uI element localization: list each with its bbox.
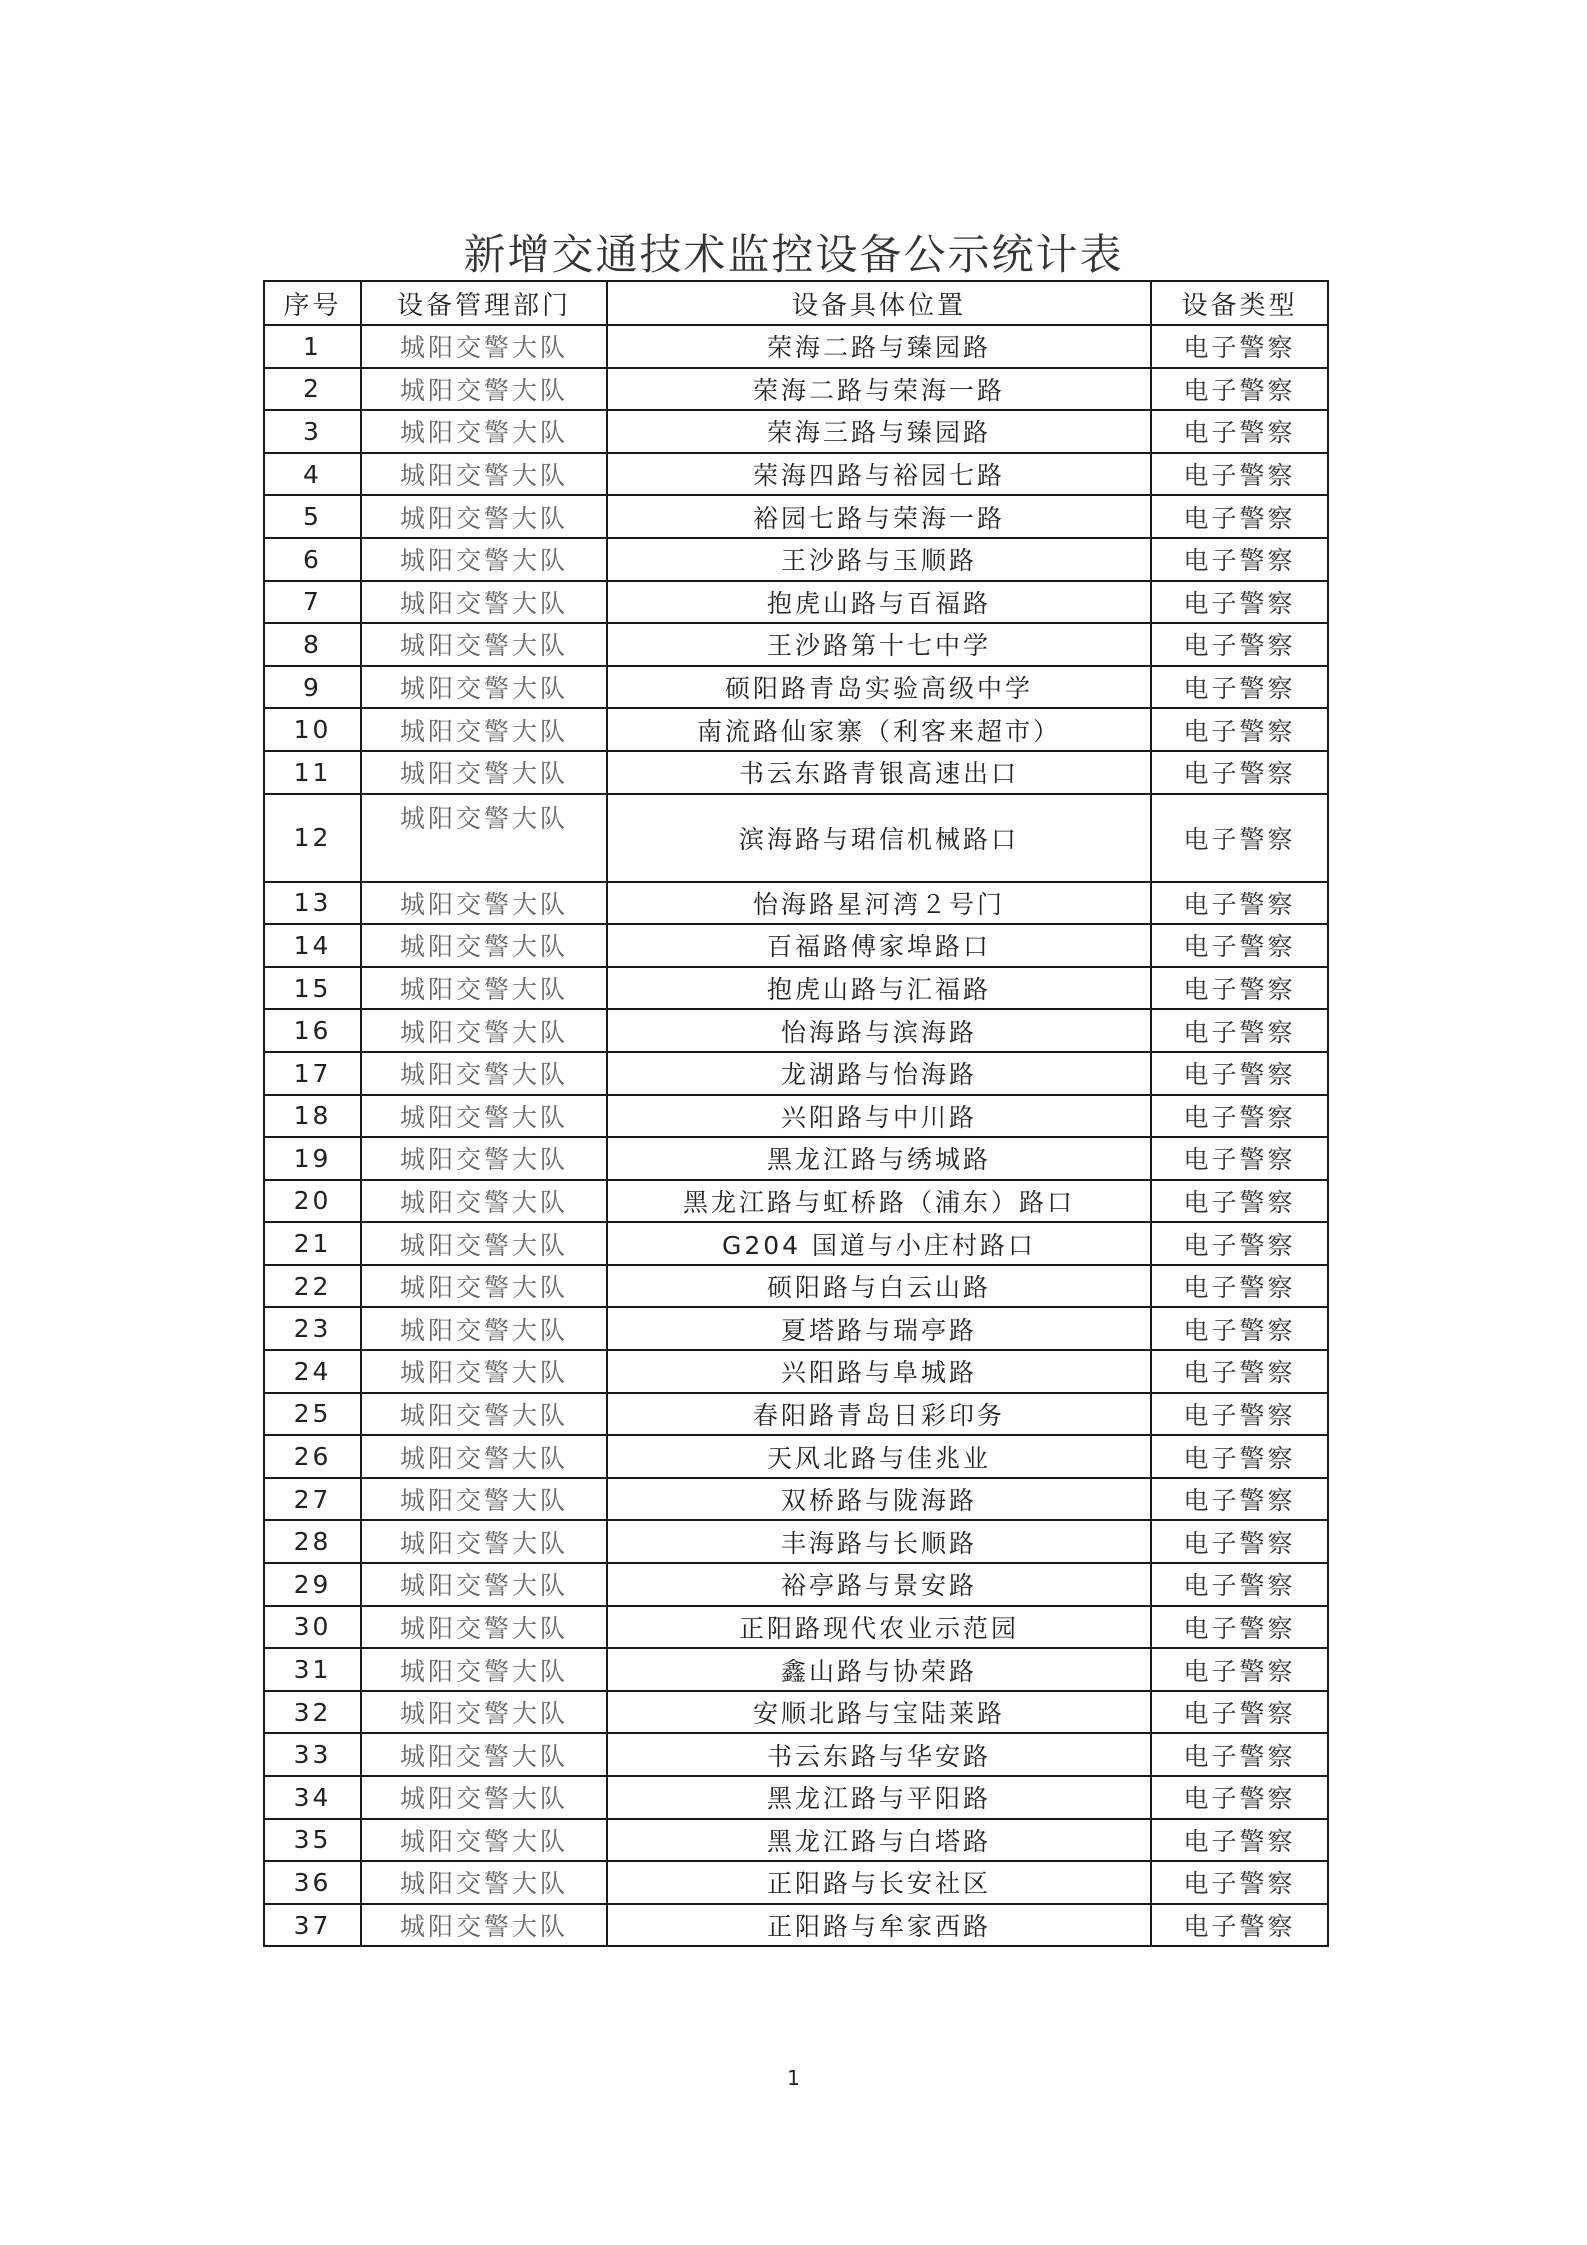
row-seq: 23 — [264, 1307, 361, 1350]
row-location: 滨海路与珺信机械路口 — [607, 794, 1151, 882]
table-row — [264, 1691, 1328, 1734]
row-seq: 17 — [264, 1052, 361, 1095]
row-location: 抱虎山路与汇福路 — [607, 967, 1151, 1010]
header-location: 设备具体位置 — [607, 281, 1151, 325]
row-dept: 城阳交警大队 — [361, 623, 607, 666]
row-type: 电子警察 — [1151, 1733, 1328, 1776]
row-dept: 城阳交警大队 — [361, 1307, 607, 1350]
row-location: 荣海四路与裕园七路 — [607, 453, 1151, 496]
row-seq: 12 — [264, 794, 361, 882]
table-row — [264, 1393, 1328, 1436]
page-number: 1 — [787, 2066, 800, 2090]
row-location: 荣海三路与臻园路 — [607, 410, 1151, 453]
table-row — [264, 623, 1328, 666]
row-type: 电子警察 — [1151, 368, 1328, 411]
row-type: 电子警察 — [1151, 1009, 1328, 1052]
row-dept: 城阳交警大队 — [361, 1180, 607, 1223]
row-type: 电子警察 — [1151, 967, 1328, 1010]
table-row — [264, 538, 1328, 581]
row-dept: 城阳交警大队 — [361, 924, 607, 967]
table-row — [264, 924, 1328, 967]
row-type: 电子警察 — [1151, 924, 1328, 967]
row-location: 正阳路现代农业示范园 — [607, 1606, 1151, 1649]
table-row — [264, 1095, 1328, 1138]
row-seq: 37 — [264, 1904, 361, 1947]
row-location: 荣海二路与臻园路 — [607, 325, 1151, 368]
row-location: 双桥路与陇海路 — [607, 1478, 1151, 1521]
table-header-row — [264, 281, 1328, 325]
row-location: 龙湖路与怡海路 — [607, 1052, 1151, 1095]
row-seq: 36 — [264, 1861, 361, 1904]
row-seq: 27 — [264, 1478, 361, 1521]
row-seq: 33 — [264, 1733, 361, 1776]
row-location: 裕亭路与景安路 — [607, 1563, 1151, 1606]
table-body — [264, 325, 1328, 1946]
row-location: 兴阳路与中川路 — [607, 1095, 1151, 1138]
row-location: 书云东路青银高速出口 — [607, 751, 1151, 794]
row-type: 电子警察 — [1151, 1137, 1328, 1180]
table-row — [264, 1222, 1328, 1265]
row-dept: 城阳交警大队 — [361, 1222, 607, 1265]
row-dept: 城阳交警大队 — [361, 1095, 607, 1138]
row-location: 兴阳路与阜城路 — [607, 1350, 1151, 1393]
row-type: 电子警察 — [1151, 794, 1328, 882]
table-row — [264, 581, 1328, 624]
row-location: 黑龙江路与平阳路 — [607, 1776, 1151, 1819]
row-type: 电子警察 — [1151, 666, 1328, 709]
table-row — [264, 1733, 1328, 1776]
row-dept: 城阳交警大队 — [361, 666, 607, 709]
row-dept: 城阳交警大队 — [361, 325, 607, 368]
table-row — [264, 1904, 1328, 1947]
row-seq: 28 — [264, 1520, 361, 1563]
row-type: 电子警察 — [1151, 1265, 1328, 1308]
row-dept: 城阳交警大队 — [361, 708, 607, 751]
row-type: 电子警察 — [1151, 325, 1328, 368]
row-seq: 21 — [264, 1222, 361, 1265]
row-dept: 城阳交警大队 — [361, 495, 607, 538]
row-seq: 16 — [264, 1009, 361, 1052]
table-row — [264, 794, 1328, 882]
row-location: 天风北路与佳兆业 — [607, 1435, 1151, 1478]
row-type: 电子警察 — [1151, 708, 1328, 751]
row-dept: 城阳交警大队 — [361, 1393, 607, 1436]
row-seq: 26 — [264, 1435, 361, 1478]
table-row — [264, 1819, 1328, 1862]
table-row — [264, 368, 1328, 411]
row-type: 电子警察 — [1151, 1095, 1328, 1138]
row-seq: 29 — [264, 1563, 361, 1606]
row-type: 电子警察 — [1151, 1393, 1328, 1436]
row-seq: 5 — [264, 495, 361, 538]
row-location: 裕园七路与荣海一路 — [607, 495, 1151, 538]
row-type: 电子警察 — [1151, 1478, 1328, 1521]
header-dept: 设备管理部门 — [361, 281, 607, 325]
row-location: 书云东路与华安路 — [607, 1733, 1151, 1776]
row-seq: 15 — [264, 967, 361, 1010]
row-seq: 14 — [264, 924, 361, 967]
row-seq: 31 — [264, 1648, 361, 1691]
row-seq: 25 — [264, 1393, 361, 1436]
table-row — [264, 1520, 1328, 1563]
table-row — [264, 1180, 1328, 1223]
table-row — [264, 1435, 1328, 1478]
row-dept: 城阳交警大队 — [361, 1478, 607, 1521]
row-type: 电子警察 — [1151, 495, 1328, 538]
row-dept: 城阳交警大队 — [361, 1733, 607, 1776]
row-seq: 6 — [264, 538, 361, 581]
row-type: 电子警察 — [1151, 623, 1328, 666]
row-seq: 8 — [264, 623, 361, 666]
table-row — [264, 708, 1328, 751]
table-row — [264, 453, 1328, 496]
row-type: 电子警察 — [1151, 1052, 1328, 1095]
row-seq: 32 — [264, 1691, 361, 1734]
row-dept: 城阳交警大队 — [361, 410, 607, 453]
row-dept: 城阳交警大队 — [361, 453, 607, 496]
table-row — [264, 1350, 1328, 1393]
row-location: 硕阳路与白云山路 — [607, 1265, 1151, 1308]
row-seq: 35 — [264, 1819, 361, 1862]
row-location: 王沙路第十七中学 — [607, 623, 1151, 666]
row-dept: 城阳交警大队 — [361, 538, 607, 581]
row-type: 电子警察 — [1151, 1307, 1328, 1350]
row-location: 怡海路星河湾２号门 — [607, 882, 1151, 925]
table-row — [264, 1776, 1328, 1819]
table-row — [264, 666, 1328, 709]
row-seq: 24 — [264, 1350, 361, 1393]
row-type: 电子警察 — [1151, 1350, 1328, 1393]
row-location: 王沙路与玉顺路 — [607, 538, 1151, 581]
row-location: 鑫山路与协荣路 — [607, 1648, 1151, 1691]
row-seq: 22 — [264, 1265, 361, 1308]
row-location: 正阳路与长安社区 — [607, 1861, 1151, 1904]
row-location: 南流路仙家寨（利客来超市） — [607, 708, 1151, 751]
table-row — [264, 1009, 1328, 1052]
row-type: 电子警察 — [1151, 1180, 1328, 1223]
row-dept: 城阳交警大队 — [361, 882, 607, 925]
table-row — [264, 1861, 1328, 1904]
page-title: 新增交通技术监控设备公示统计表 — [463, 230, 1124, 279]
row-type: 电子警察 — [1151, 581, 1328, 624]
row-seq: 9 — [264, 666, 361, 709]
table-row — [264, 1307, 1328, 1350]
row-type: 电子警察 — [1151, 538, 1328, 581]
row-location: 黑龙江路与虹桥路（浦东）路口 — [607, 1180, 1151, 1223]
table-row — [264, 751, 1328, 794]
row-dept: 城阳交警大队 — [361, 1776, 607, 1819]
row-seq: 20 — [264, 1180, 361, 1223]
row-dept: 城阳交警大队 — [361, 1819, 607, 1862]
row-seq: 13 — [264, 882, 361, 925]
table-row — [264, 1478, 1328, 1521]
row-dept: 城阳交警大队 — [361, 368, 607, 411]
row-location: 安顺北路与宝陆莱路 — [607, 1691, 1151, 1734]
row-dept: 城阳交警大队 — [361, 1648, 607, 1691]
header-seq: 序号 — [264, 281, 361, 325]
row-location: 怡海路与滨海路 — [607, 1009, 1151, 1052]
row-dept: 城阳交警大队 — [361, 751, 607, 794]
table-row — [264, 882, 1328, 925]
row-dept: 城阳交警大队 — [361, 1265, 607, 1308]
row-location: G204 国道与小庄村路口 — [607, 1222, 1151, 1265]
row-type: 电子警察 — [1151, 453, 1328, 496]
header-type: 设备类型 — [1151, 281, 1328, 325]
row-dept: 城阳交警大队 — [361, 1904, 607, 1947]
table-row — [264, 1265, 1328, 1308]
row-type: 电子警察 — [1151, 882, 1328, 925]
row-location: 黑龙江路与绣城路 — [607, 1137, 1151, 1180]
row-seq: 34 — [264, 1776, 361, 1819]
row-dept: 城阳交警大队 — [361, 581, 607, 624]
row-dept: 城阳交警大队 — [361, 967, 607, 1010]
row-location: 黑龙江路与白塔路 — [607, 1819, 1151, 1862]
row-type: 电子警察 — [1151, 751, 1328, 794]
row-type: 电子警察 — [1151, 1691, 1328, 1734]
row-seq: 3 — [264, 410, 361, 453]
row-location: 夏塔路与瑞亭路 — [607, 1307, 1151, 1350]
table-row — [264, 1052, 1328, 1095]
table-row — [264, 325, 1328, 368]
row-type: 电子警察 — [1151, 1861, 1328, 1904]
row-seq: 19 — [264, 1137, 361, 1180]
row-location: 硕阳路青岛实验高级中学 — [607, 666, 1151, 709]
row-location: 丰海路与长顺路 — [607, 1520, 1151, 1563]
row-type: 电子警察 — [1151, 410, 1328, 453]
row-seq: 10 — [264, 708, 361, 751]
row-type: 电子警察 — [1151, 1648, 1328, 1691]
row-type: 电子警察 — [1151, 1222, 1328, 1265]
table-row — [264, 1137, 1328, 1180]
row-type: 电子警察 — [1151, 1435, 1328, 1478]
table-row — [264, 1563, 1328, 1606]
row-type: 电子警察 — [1151, 1904, 1328, 1947]
row-location: 抱虎山路与百福路 — [607, 581, 1151, 624]
row-location: 春阳路青岛日彩印务 — [607, 1393, 1151, 1436]
row-dept: 城阳交警大队 — [361, 1435, 607, 1478]
row-dept: 城阳交警大队 — [361, 1350, 607, 1393]
row-dept: 城阳交警大队 — [361, 1861, 607, 1904]
row-seq: 2 — [264, 368, 361, 411]
table-row — [264, 967, 1328, 1010]
row-seq: 18 — [264, 1095, 361, 1138]
row-dept: 城阳交警大队 — [361, 1137, 607, 1180]
device-table — [263, 280, 1329, 1947]
row-type: 电子警察 — [1151, 1776, 1328, 1819]
row-type: 电子警察 — [1151, 1819, 1328, 1862]
row-type: 电子警察 — [1151, 1563, 1328, 1606]
row-seq: 11 — [264, 751, 361, 794]
row-type: 电子警察 — [1151, 1520, 1328, 1563]
row-dept: 城阳交警大队 — [361, 1691, 607, 1734]
table-row — [264, 410, 1328, 453]
row-location: 荣海二路与荣海一路 — [607, 368, 1151, 411]
row-dept: 城阳交警大队 — [361, 1520, 607, 1563]
row-dept: 城阳交警大队 — [361, 1009, 607, 1052]
row-dept: 城阳交警大队 — [361, 794, 607, 882]
row-seq: 4 — [264, 453, 361, 496]
row-seq: 7 — [264, 581, 361, 624]
row-type: 电子警察 — [1151, 1606, 1328, 1649]
row-seq: 30 — [264, 1606, 361, 1649]
row-dept: 城阳交警大队 — [361, 1606, 607, 1649]
row-dept: 城阳交警大队 — [361, 1052, 607, 1095]
table-row — [264, 495, 1328, 538]
table-row — [264, 1606, 1328, 1649]
table-row — [264, 1648, 1328, 1691]
row-location: 正阳路与牟家西路 — [607, 1904, 1151, 1947]
row-dept: 城阳交警大队 — [361, 1563, 607, 1606]
row-location: 百福路傅家埠路口 — [607, 924, 1151, 967]
row-seq: 1 — [264, 325, 361, 368]
